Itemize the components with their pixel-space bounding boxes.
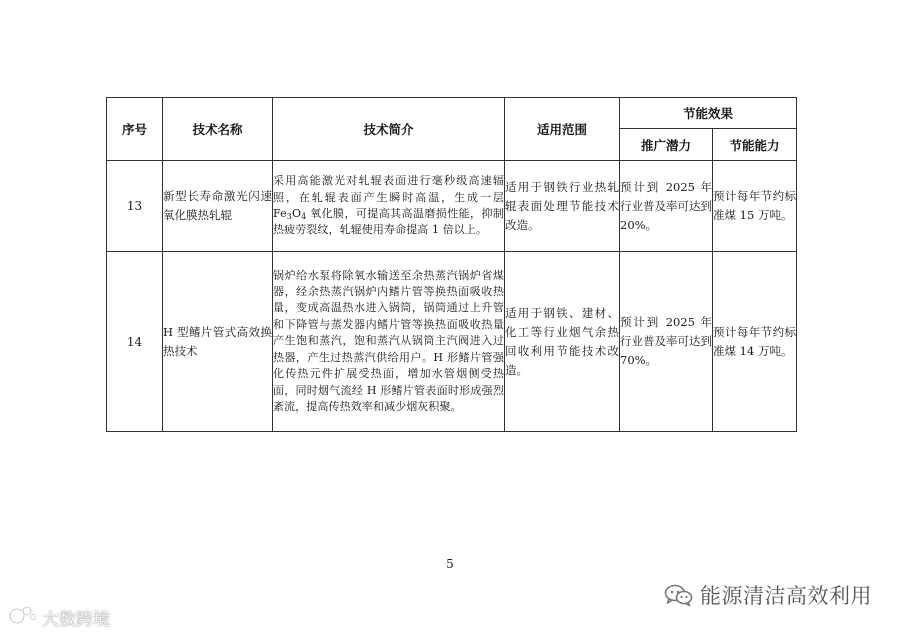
row-scope: 适用于钢铁、建材、化工等行业烟气余热回收利用节能技术改造。: [505, 252, 620, 432]
technology-table: [106, 97, 797, 432]
header-scope: 适用范围: [505, 98, 620, 161]
row-capacity: 预计每年节约标准煤 14 万吨。: [713, 252, 797, 432]
header-potential: 推广潜力: [620, 129, 713, 161]
source-watermark: [8, 604, 110, 631]
row-tech-intro: 锅炉给水泵将除氧水输送至余热蒸汽锅炉省煤器，经余热蒸汽锅炉内鳍片管等换热面吸收热量，变成高温热水进入锅筒，锅筒通过上升管和下降管与蒸发器内鳍片管等换热面吸收热量产生饱和蒸汽，饱和蒸汽从锅筒主汽阀进入过热器，产生过热蒸汽供给用户。H 形鳍片管强化传热元件扩展受热面，增加水管烟侧受热面，同时烟气流经 H 形鳍片管表面时形成强烈紊流，提高传热效率和减少烟灰积聚。: [273, 252, 505, 432]
header-capacity: 节能能力: [713, 129, 797, 161]
header-num: 序号: [107, 98, 163, 161]
table-row: [107, 252, 797, 432]
table-row: [107, 161, 797, 252]
row-tech-intro: 采用高能激光对轧辊表面进行毫秒级高速辐照，在轧辊表面产生瞬时高温，生成一层 $Fe_3O_4$ 氧化膜，可提高其高温磨损性能，抑制热疲劳裂纹，轧辊使用寿命提高 1 倍以上。: [273, 161, 505, 252]
row-num: 14: [107, 252, 163, 432]
row-potential: 预计到 2025 年行业普及率可达到 20%。: [620, 161, 713, 252]
row-num: 13: [107, 161, 163, 252]
brand-name: 能源清洁高效利用: [700, 584, 872, 608]
watermark-text: 大数跨境: [42, 610, 110, 630]
row-tech-name: H 型鳍片管式高效换热技术: [163, 252, 273, 432]
page-number: 5: [446, 557, 454, 571]
row-potential: 预计到 2025 年行业普及率可达到 70%。: [620, 252, 713, 432]
table-header-row: [107, 98, 797, 129]
row-scope: 适用于钢铁行业热轧辊表面处理节能技术改造。: [505, 161, 620, 252]
wechat-icon: [664, 583, 694, 607]
row-tech-name: 新型长寿命激光闪速氧化膜热轧辊: [163, 161, 273, 252]
row-capacity: 预计每年节约标准煤 15 万吨。: [713, 161, 797, 252]
watermark-logo-icon: [8, 604, 38, 631]
brand-watermark: [664, 580, 872, 610]
header-effect: 节能效果: [620, 98, 797, 129]
header-intro: 技术简介: [273, 98, 505, 161]
header-name: 技术名称: [163, 98, 273, 161]
